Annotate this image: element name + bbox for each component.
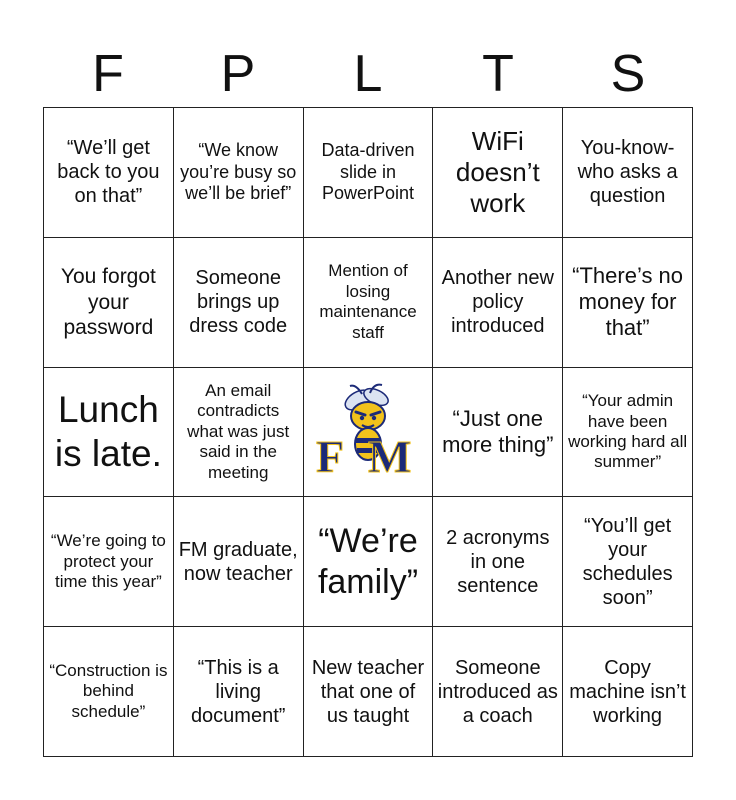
bingo-cell[interactable]: “Your admin have been working hard all summer”: [563, 367, 693, 497]
header-letter-s: S: [610, 45, 646, 103]
header-letter-p: P: [220, 45, 256, 103]
svg-text:M: M: [367, 430, 412, 482]
board-row: [44, 237, 693, 367]
bingo-cell[interactable]: “We’re going to protect your time this year”: [44, 497, 174, 627]
bingo-cell[interactable]: WiFi doesn’t work: [433, 108, 563, 238]
bingo-cell[interactable]: You forgot your password: [44, 237, 174, 367]
board-row: [44, 627, 693, 757]
board-row: [44, 367, 693, 497]
header-letter-f: F: [92, 45, 124, 103]
bingo-cell[interactable]: “We’ll get back to you on that”: [44, 108, 174, 238]
bingo-cell[interactable]: “There’s no money for that”: [563, 237, 693, 367]
header-letter-l: L: [353, 45, 383, 103]
svg-text:F: F: [315, 430, 345, 482]
yellow-jacket-mascot-icon: [312, 380, 424, 484]
bingo-board: [43, 107, 693, 757]
bingo-cell[interactable]: Data-driven slide in PowerPoint: [303, 108, 433, 238]
bingo-cell[interactable]: 2 acronyms in one sentence: [433, 497, 563, 627]
bingo-cell[interactable]: Someone introduced as a coach: [433, 627, 563, 757]
board-row: [44, 497, 693, 627]
bingo-cell[interactable]: “You’ll get your schedules soon”: [563, 497, 693, 627]
bingo-cell[interactable]: Another new policy introduced: [433, 237, 563, 367]
bingo-cell[interactable]: New teacher that one of us taught: [303, 627, 433, 757]
header-letter-t: T: [482, 45, 514, 103]
bingo-cell[interactable]: “We’re family”: [303, 497, 433, 627]
bingo-cell[interactable]: “Construction is behind schedule”: [44, 627, 174, 757]
bingo-cell[interactable]: Mention of losing maintenance staff: [303, 237, 433, 367]
board-row: [44, 108, 693, 238]
bingo-cell[interactable]: Someone brings up dress code: [173, 237, 303, 367]
bingo-cell[interactable]: FM graduate, now teacher: [173, 497, 303, 627]
free-space[interactable]: [303, 367, 433, 497]
bingo-cell[interactable]: “We know you’re busy so we’ll be brief”: [173, 108, 303, 238]
bingo-cell[interactable]: “Just one more thing”: [433, 367, 563, 497]
bingo-header: [43, 40, 693, 108]
bingo-cell[interactable]: An email contradicts what was just said in the meeting: [173, 367, 303, 497]
bingo-cell[interactable]: Copy machine isn’t working: [563, 627, 693, 757]
bingo-cell[interactable]: You-know-who asks a question: [563, 108, 693, 238]
bingo-cell[interactable]: “This is a living document”: [173, 627, 303, 757]
bingo-cell[interactable]: Lunch is late.: [44, 367, 174, 497]
